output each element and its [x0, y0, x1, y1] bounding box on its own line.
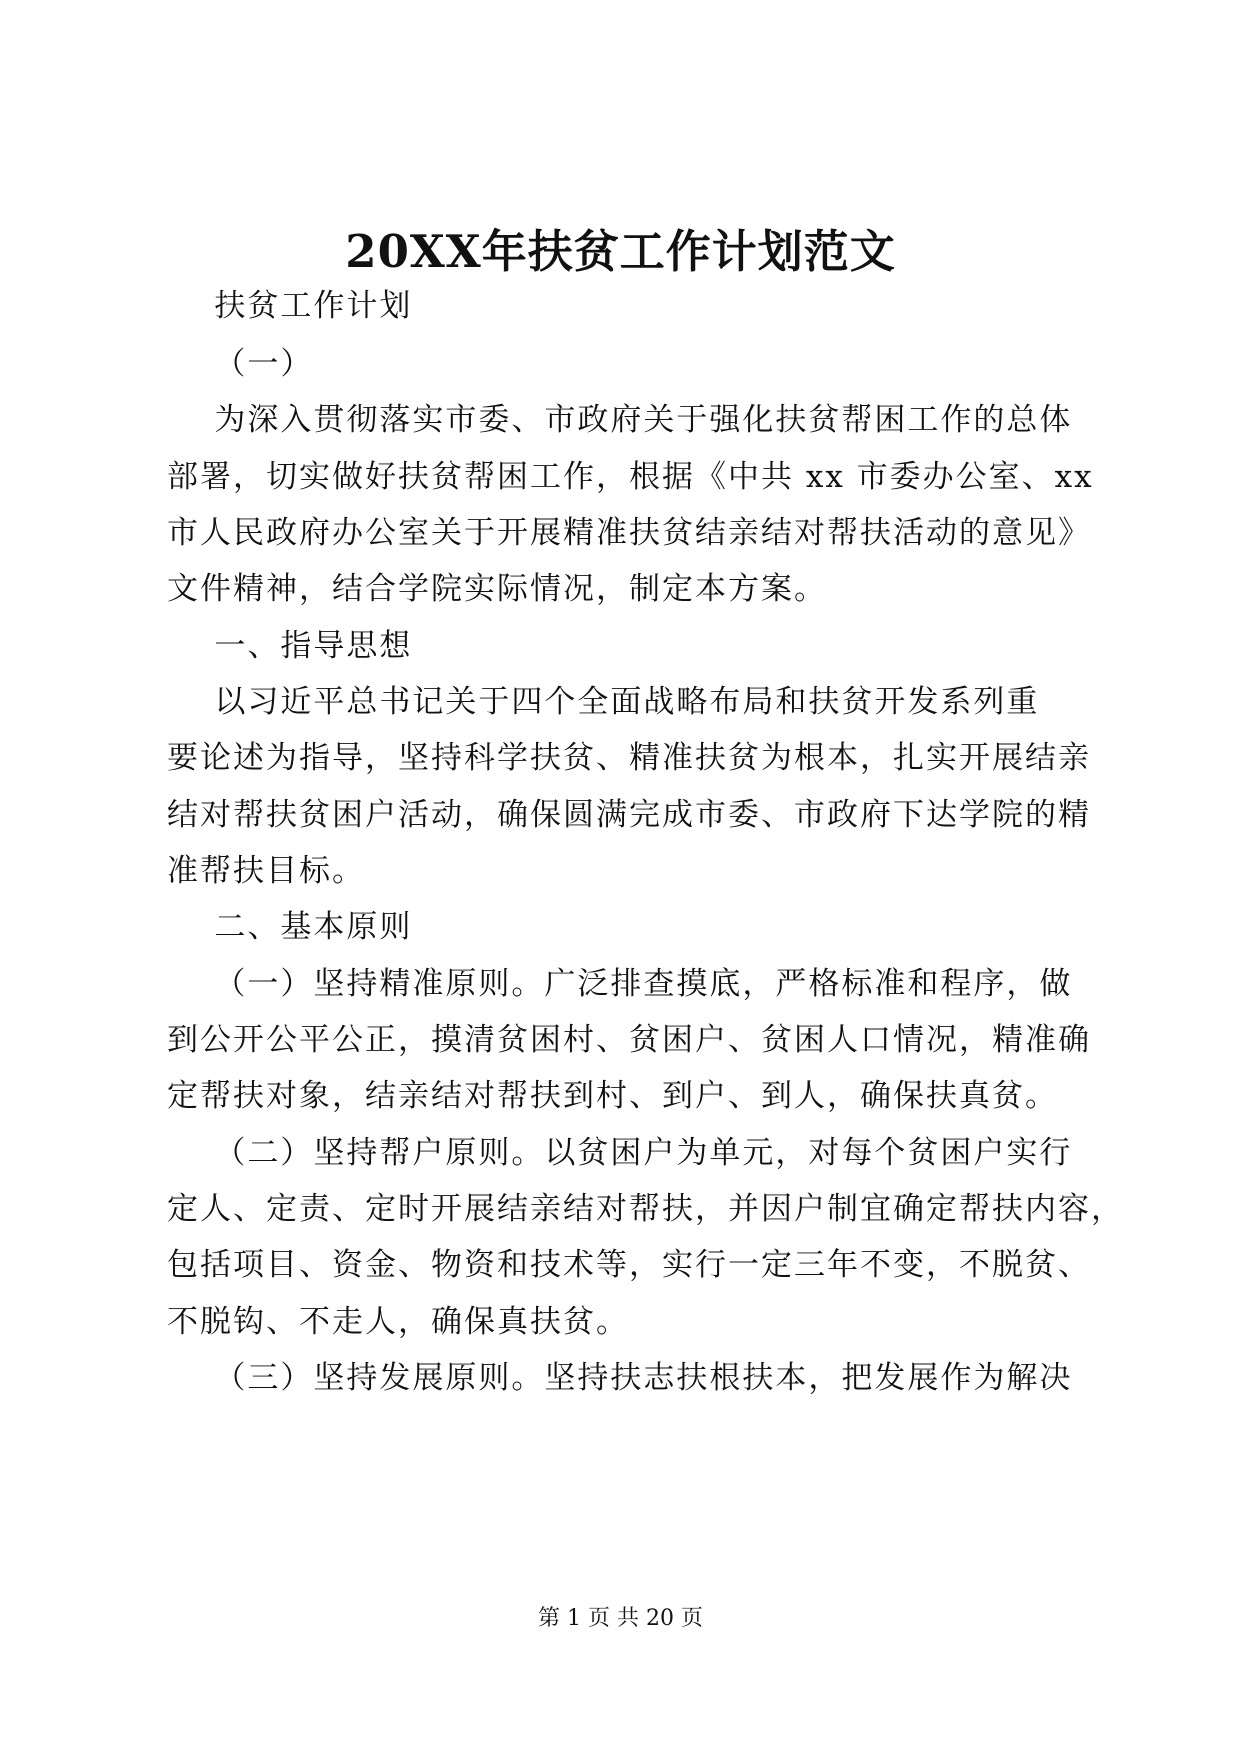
- paragraph-line: 结对帮扶贫困户活动，确保圆满完成市委、市政府下达学院的精: [167, 797, 1091, 833]
- section-heading: 二、基本原则: [167, 909, 413, 945]
- paragraph-line: 为深入贯彻落实市委、市政府关于强化扶贫帮困工作的总体: [167, 402, 1073, 438]
- paragraph-line: 定人、定责、定时开展结亲结对帮扶，并因户制宜确定帮扶内容，: [167, 1191, 1124, 1227]
- paragraph-line: 文件精神，结合学院实际情况，制定本方案。: [167, 571, 827, 607]
- paragraph-line: （二）坚持帮户原则。以贫困户为单元，对每个贫困户实行: [167, 1135, 1073, 1171]
- section-heading: 一、指导思想: [167, 628, 413, 664]
- paragraph-line: 准帮扶目标。: [167, 853, 365, 889]
- paragraph-line: 到公开公平公正，摸清贫困村、贫困户、贫困人口情况，精准确: [167, 1022, 1091, 1058]
- paragraph-line: （三）坚持发展原则。坚持扶志扶根扶本，把发展作为解决: [167, 1360, 1073, 1396]
- section-number: （一）: [167, 346, 314, 382]
- paragraph-line: 不脱钩、不走人，确保真扶贫。: [167, 1304, 629, 1340]
- paragraph-line: 以习近平总书记关于四个全面战略布局和扶贫开发系列重: [167, 684, 1040, 720]
- paragraph-line: 要论述为指导，坚持科学扶贫、精准扶贫为根本，扎实开展结亲: [167, 740, 1091, 776]
- paragraph-line: 部署，切实做好扶贫帮困工作，根据《中共 xx 市委办公室、xx: [167, 459, 1094, 495]
- paragraph-line: 定帮扶对象，结亲结对帮扶到村、到户、到人，确保扶真贫。: [167, 1078, 1058, 1114]
- page-footer: 第 1 页 共 20 页: [538, 1606, 703, 1631]
- paragraph-line: 市人民政府办公室关于开展精准扶贫结亲结对帮扶活动的意见》: [167, 515, 1091, 551]
- paragraph-line: （一）坚持精准原则。广泛排查摸底，严格标准和程序，做: [167, 966, 1073, 1002]
- document-title: 20XX年扶贫工作计划范文: [345, 225, 896, 278]
- plan-heading: 扶贫工作计划: [167, 288, 413, 324]
- paragraph-line: 包括项目、资金、物资和技术等，实行一定三年不变，不脱贫、: [167, 1247, 1091, 1283]
